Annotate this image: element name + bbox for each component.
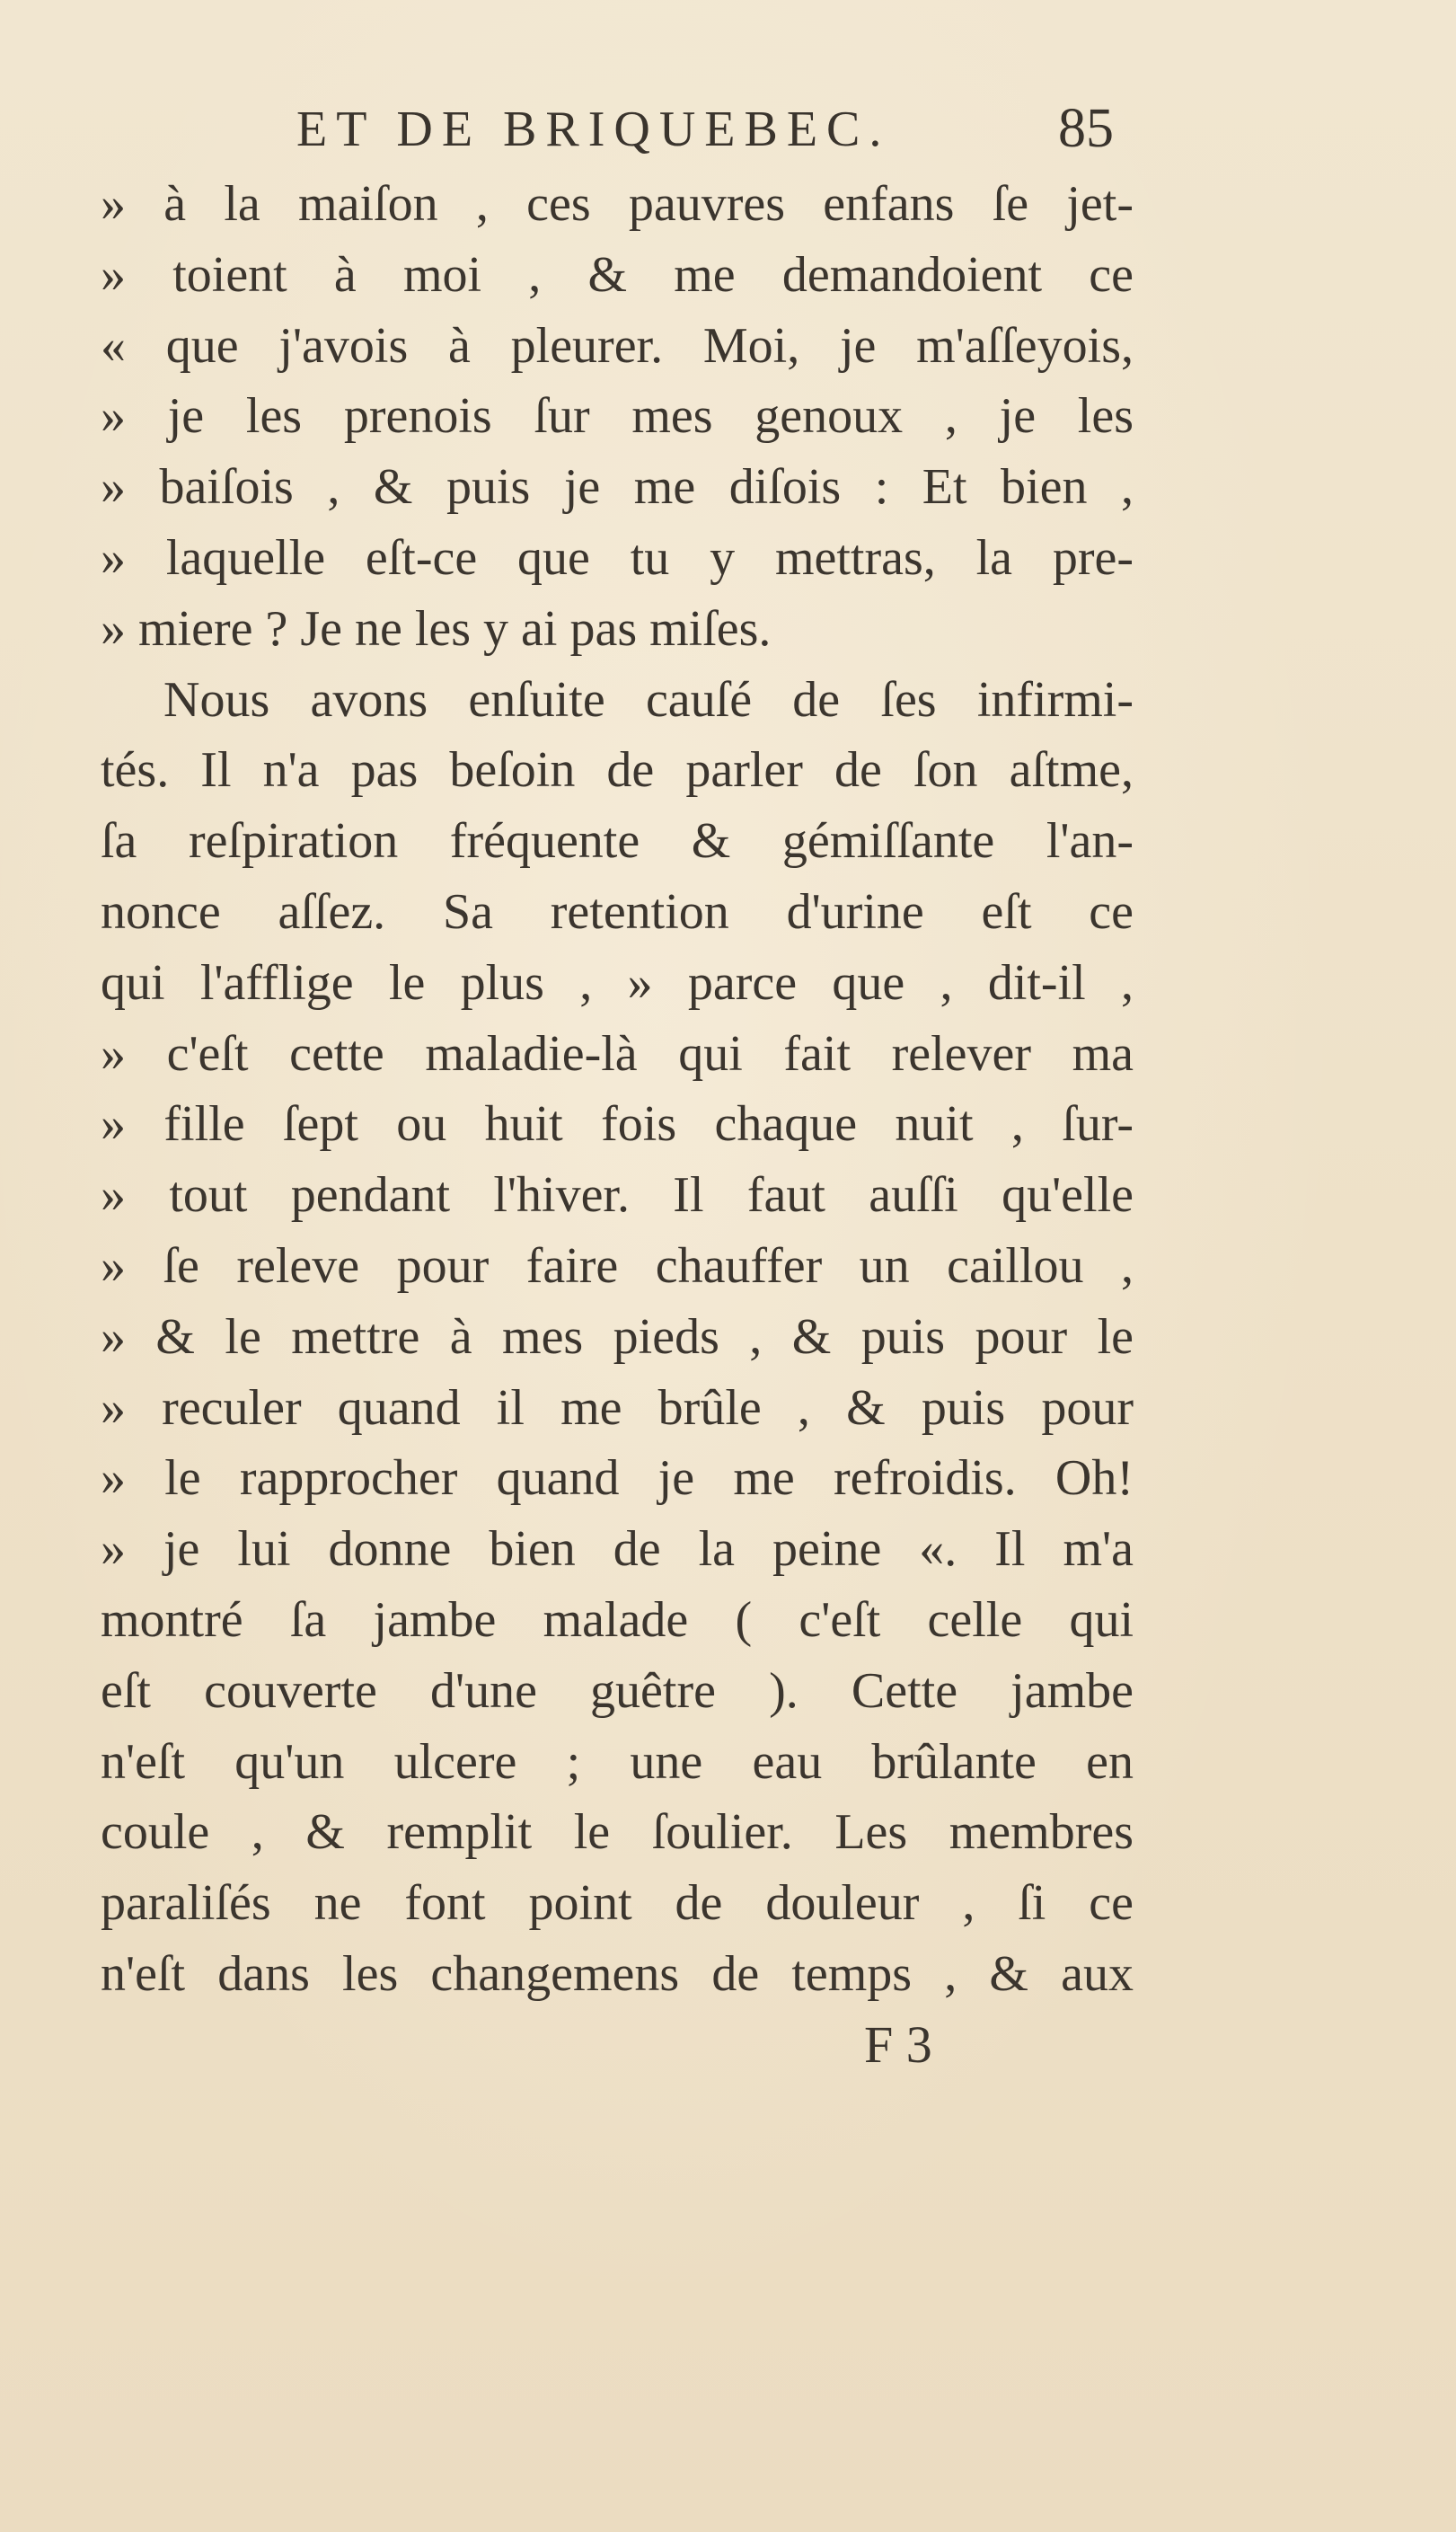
- text-line: » à la maiſon , ces pauvres enfans ſe jet-: [101, 176, 1134, 232]
- text-line: Nous avons enſuite cauſé de ſes infirmi-: [163, 671, 1134, 728]
- text-line: » baiſois , & puis je me diſois : Et bien ,: [101, 459, 1134, 516]
- signature-mark: F 3: [864, 2015, 932, 2074]
- text-line: ſa reſpiration fréquente & gémiſſante l'an-: [101, 813, 1134, 870]
- text-line: « que j'avois à pleurer. Moi, je m'aſſeyois,: [101, 317, 1134, 374]
- text-line: » & le mettre à mes pieds , & puis pour le: [101, 1308, 1134, 1365]
- text-line: » ſe releve pour faire chauffer un caillou ,: [101, 1237, 1134, 1294]
- text-line: qui l'afflige le plus , » parce que , dit-il ,: [101, 954, 1134, 1011]
- text-line: tés. Il n'a pas beſoin de parler de ſon aſtme,: [101, 742, 1134, 799]
- text-line: nonce aſſez. Sa retention d'urine eſt ce: [101, 883, 1134, 940]
- text-line: » toient à moi , & me demandoient ce: [101, 246, 1134, 303]
- text-line: » le rapprocher quand je me refroidis. Oh!: [101, 1450, 1134, 1507]
- text-line: n'eſt dans les changemens de temps , & aux: [101, 1945, 1134, 2002]
- text-line: montré ſa jambe malade ( c'eſt celle qui: [101, 1591, 1134, 1648]
- running-header: ET DE BRIQUEBEC.: [296, 102, 891, 157]
- text-line: » je lui donne bien de la peine «. Il m'a: [101, 1521, 1134, 1578]
- text-line: coule , & remplit le ſoulier. Les membres: [101, 1804, 1134, 1861]
- text-line: » reculer quand il me brûle , & puis pour: [101, 1379, 1134, 1436]
- text-line: » tout pendant l'hiver. Il faut auſſi qu'elle: [101, 1167, 1134, 1224]
- text-line: eſt couverte d'une guêtre ). Cette jambe: [101, 1662, 1134, 1719]
- text-line: » je les prenois ſur mes genoux , je les: [101, 388, 1134, 445]
- body-text: [101, 169, 1134, 2010]
- text-line: paraliſés ne font point de douleur , ſi ce: [101, 1875, 1134, 1932]
- text-line: » laquelle eſt-ce que tu y mettras, la pre-: [101, 529, 1134, 586]
- text-line: n'eſt qu'un ulcere ; une eau brûlante en: [101, 1733, 1134, 1790]
- page-number: 85: [1058, 98, 1114, 159]
- text-line: » c'eſt cette maladie-là qui fait relever ma: [101, 1025, 1134, 1082]
- text-line: » miere ? Je ne les y ai pas miſes.: [101, 600, 772, 657]
- text-line: » fille ſept ou huit fois chaque nuit , ſur-: [101, 1096, 1134, 1153]
